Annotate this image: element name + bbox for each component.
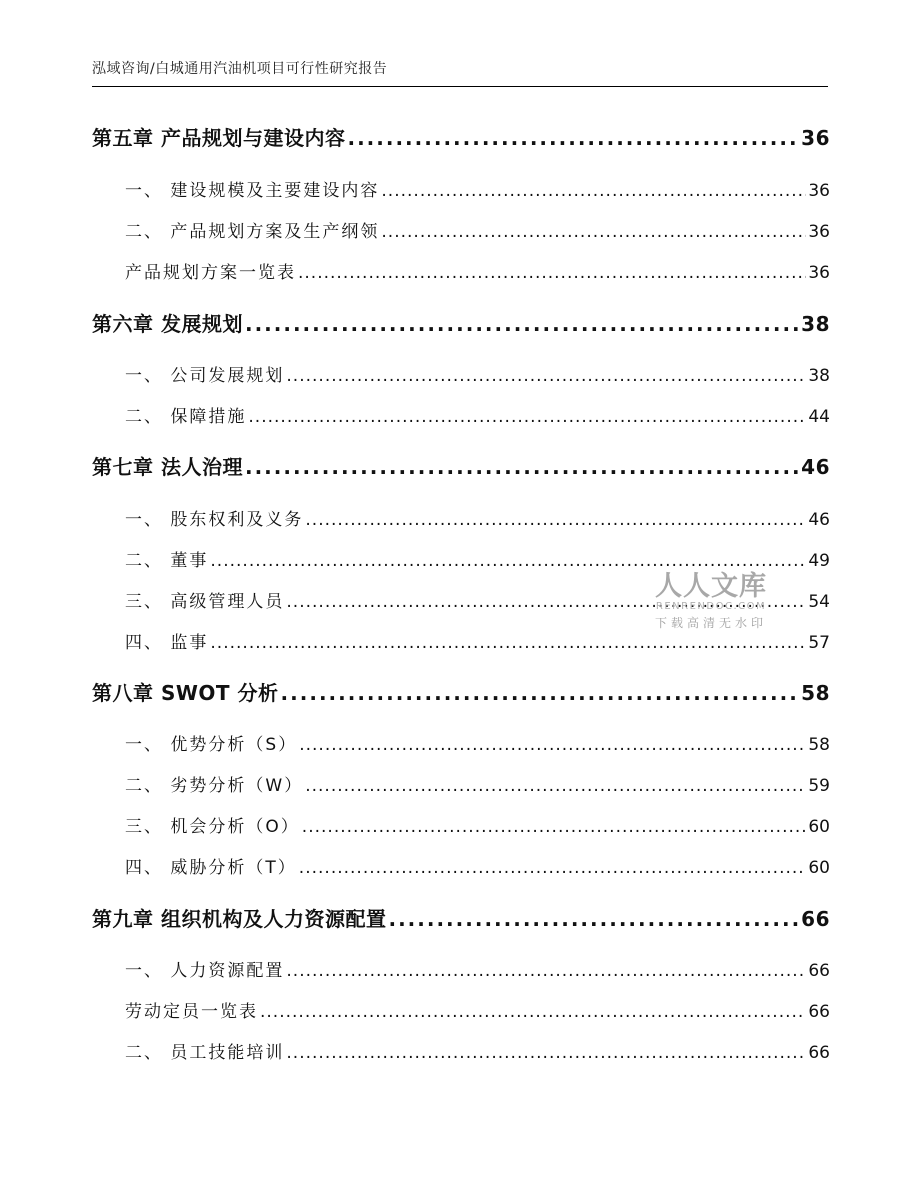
toc-entry-section[interactable] (92, 505, 830, 530)
toc-page-number: 54 (808, 592, 830, 612)
toc-page-number: 66 (808, 1043, 830, 1063)
page-header: 泓域咨询/白城通用汽油机项目可行性研究报告 (92, 61, 388, 77)
dot-leader (305, 776, 806, 796)
toc-entry-title: 第八章 SWOT 分析 (92, 681, 279, 705)
toc-entry-title: 三、 机会分析（O） (125, 817, 300, 837)
toc-entry-title: 一、 股东权利及义务 (125, 510, 304, 530)
toc-entry-title: 二、 保障措施 (125, 407, 247, 427)
toc-page-number: 58 (801, 681, 830, 705)
toc-entry-title: 第九章 组织机构及人力资源配置 (92, 907, 387, 931)
toc-entry-title: 第七章 法人治理 (92, 455, 243, 479)
dot-leader (286, 1043, 806, 1063)
toc-page-number: 49 (808, 551, 830, 571)
toc-entry-title: 四、 监事 (125, 633, 209, 653)
watermark-subtitle: 下载高清无水印 (654, 616, 767, 630)
dot-leader (210, 633, 806, 653)
toc-entry-title: 一、 人力资源配置 (125, 961, 285, 981)
toc-page-number: 66 (808, 1002, 830, 1022)
toc-page-number: 36 (801, 126, 830, 150)
toc-entry-chapter-8[interactable] (92, 677, 830, 706)
toc-entry-section[interactable] (92, 812, 830, 837)
toc-entry-section[interactable] (92, 1038, 830, 1063)
watermark-domain: RENRENDOC.COM (655, 601, 767, 612)
toc-entry-title: 二、 劣势分析（W） (125, 776, 304, 796)
dot-leader (286, 366, 806, 386)
toc-entry-title: 第五章 产品规划与建设内容 (92, 126, 346, 150)
toc-page-number: 36 (808, 222, 830, 242)
toc-page-number: 46 (801, 455, 830, 479)
dot-leader (245, 455, 799, 479)
toc-page-number: 36 (808, 263, 830, 283)
toc-entry-title: 二、 产品规划方案及生产纲领 (125, 222, 380, 242)
dot-leader (381, 222, 806, 242)
dot-leader (245, 312, 799, 336)
toc-entry-title: 二、 董事 (125, 551, 209, 571)
watermark-title: 人人文库 (655, 571, 767, 602)
toc-entry-title: 一、 优势分析（S） (125, 735, 298, 755)
toc-page-number: 44 (808, 407, 830, 427)
toc-entry-section[interactable] (92, 402, 830, 427)
toc-entry-chapter-7[interactable] (92, 451, 830, 480)
dot-leader (299, 858, 807, 878)
header-divider (92, 86, 828, 87)
dot-leader (286, 961, 806, 981)
toc-page-number: 38 (808, 366, 830, 386)
toc-page-number: 36 (808, 181, 830, 201)
toc-entry-section[interactable] (92, 853, 830, 878)
toc-page-number: 60 (808, 858, 830, 878)
toc-entry-title: 一、 公司发展规划 (125, 366, 285, 386)
dot-leader (302, 817, 807, 837)
toc-page-number: 57 (808, 633, 830, 653)
toc-entry-section[interactable] (92, 730, 830, 755)
toc-page-number: 66 (808, 961, 830, 981)
toc-page-number: 59 (808, 776, 830, 796)
toc-entry-title: 一、 建设规模及主要建设内容 (125, 181, 380, 201)
toc-entry-title: 第六章 发展规划 (92, 312, 243, 336)
toc-entry-title: 劳动定员一览表 (125, 1002, 258, 1022)
toc-page-number: 38 (801, 312, 830, 336)
toc-page-number: 46 (808, 510, 830, 530)
toc-entry-section[interactable] (92, 217, 830, 242)
toc-entry-title: 三、 高级管理人员 (125, 592, 285, 612)
toc-entry-chapter-6[interactable] (92, 308, 830, 337)
toc-entry-section[interactable] (92, 956, 830, 981)
toc-entry-title: 产品规划方案一览表 (125, 263, 296, 283)
dot-leader (305, 510, 806, 530)
toc-entry-section[interactable] (92, 176, 830, 201)
dot-leader (299, 735, 806, 755)
dot-leader (298, 263, 806, 283)
toc-entry-section[interactable] (92, 997, 830, 1022)
toc-entry-chapter-5[interactable] (92, 122, 830, 151)
dot-leader (248, 407, 806, 427)
toc-entry-title: 二、 员工技能培训 (125, 1043, 285, 1063)
dot-leader (260, 1002, 806, 1022)
toc-entry-section[interactable] (92, 628, 830, 653)
toc-entry-section[interactable] (92, 361, 830, 386)
toc-page-number: 58 (808, 735, 830, 755)
watermark (646, 564, 776, 631)
toc-page-number: 66 (801, 907, 830, 931)
toc-entry-title: 四、 威胁分析（T） (125, 858, 297, 878)
toc-entry-section[interactable] (92, 771, 830, 796)
toc-entry-chapter-9[interactable] (92, 903, 830, 932)
toc-entry-section[interactable] (92, 258, 830, 283)
dot-leader (281, 681, 800, 705)
dot-leader (388, 907, 799, 931)
toc-page-number: 60 (808, 817, 830, 837)
dot-leader (347, 126, 799, 150)
dot-leader (381, 181, 806, 201)
